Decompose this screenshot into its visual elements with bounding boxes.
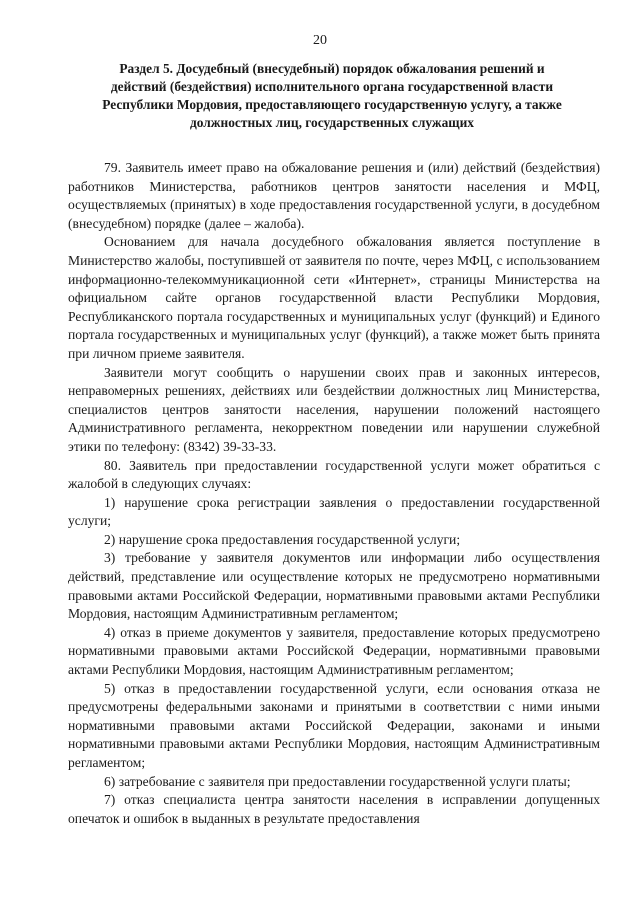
list-item-3: 3) требование у заявителя документов или информации либо осуществления действий, представление или осуществление которых не предусмотрено нормативными правовыми актами Российской Федерации, нормативными правовыми актами Республики Мордовия, настоящим Административным регламентом; bbox=[68, 550, 600, 622]
section-heading-line-3: Республики Мордовия, предоставляющего государственную услугу, а также bbox=[102, 97, 562, 112]
section-heading-line-1: Раздел 5. Досудебный (внесудебный) порядок обжалования решений и bbox=[119, 61, 545, 76]
list-item-7: 7) отказ специалиста центра занятости населения в исправлении допущенных опечаток и ошибок в выданных в результате предоставления bbox=[68, 792, 600, 826]
section-heading-line-2: действий (бездействия) исполнительного органа государственной власти bbox=[110, 79, 554, 94]
list-item-5: 5) отказ в предоставлении государственной услуги, если основания отказа не предусмотрены федеральными законами и принятыми в соответствии с ними иными нормативными правовыми актами Российской Федерации, законами и иными нормативными правовыми актами Республики Мордовия, настоящим Административным регламентом; bbox=[68, 680, 600, 770]
paragraph-grounds: Основанием для начала досудебного обжалования является поступление в Министерство жалобы, поступившей от заявителя по почте, через МФЦ, с использованием информационно-телекоммуникационной сети «Интернет», страницы Министерства на официальном сайте органов государственной власти Республики Мордовия, Республиканского портала государственных и муниципальных услуг (функций) и Единого портала государственных и муниципальных услуг (функций), а также может быть принята при личном приеме заявителя. bbox=[68, 234, 600, 361]
list-item-4: 4) отказ в приеме документов у заявителя, предоставление которых предусмотрено нормативными правовыми актами Российской Федерации, нормативными правовыми актами Республики Мордовия, настоящим Административным регламентом; bbox=[68, 624, 600, 678]
paragraph-79: 79. Заявитель имеет право на обжалование решения и (или) действий (бездействия) работников Министерства, работников центров занятости населения и МФЦ, осуществляемых (принятых) в ходе предоставления государственной услуги, в досудебном (внесудебном) порядке (далее – жалоба). bbox=[68, 160, 600, 231]
section-heading bbox=[64, 60, 600, 132]
section-heading-line-4: должностных лиц, государственных служащих bbox=[190, 115, 474, 130]
list-item-2: 2) нарушение срока предоставления государственной услуги; bbox=[104, 531, 461, 547]
document-body bbox=[68, 159, 600, 828]
paragraph-phone-report: Заявители могут сообщить о нарушении своих прав и законных интересов, неправомерных решениях, действиях или бездействии должностных лиц Министерства, специалистов центров занятости населения, нарушении положений настоящего Административного регламента, некорректном поведении или нарушении служебной этики по телефону: (8342) 39-33-33. bbox=[68, 364, 600, 454]
paragraph-80: 80. Заявитель при предоставлении государственной услуги может обратиться с жалобой в следующих случаях: bbox=[68, 457, 600, 492]
page-number: 20 bbox=[313, 33, 327, 48]
list-item-1: 1) нарушение срока регистрации заявления о предоставлении государственной услуги; bbox=[68, 494, 600, 529]
list-item-6: 6) затребование с заявителя при предоставлении государственной услуги платы; bbox=[104, 773, 571, 789]
